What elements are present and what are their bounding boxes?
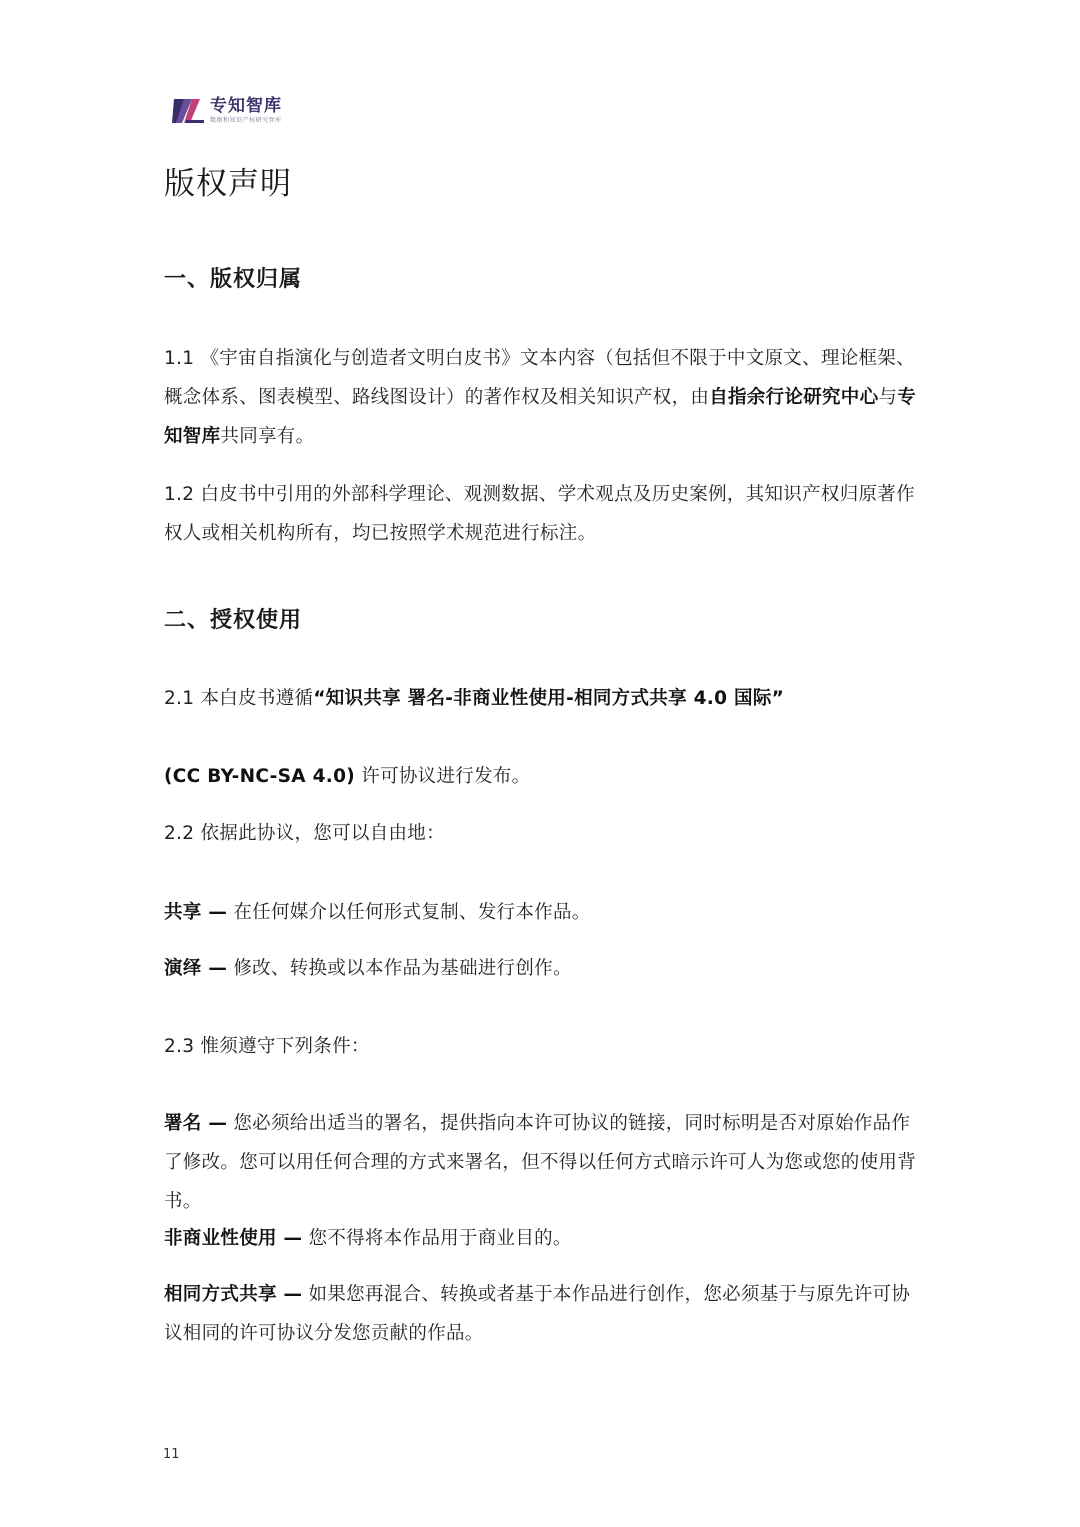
license-item-share: 共享 — 在任何媒介以任何形式复制、发行本作品。 bbox=[164, 902, 591, 923]
paragraph-2-3: 2.3 惟须遵守下列条件： bbox=[164, 1036, 370, 1057]
condition-sharealike: 相同方式共享 — 如果您再混合、转换或者基于本作品进行创作，您必须基于与原先许可协议相同的许可协议分发您贡献的作品。 bbox=[164, 1284, 911, 1344]
section-heading-copyright-ownership: 一、版权归属 bbox=[164, 267, 303, 292]
logo-name: 专知智库 bbox=[210, 96, 282, 116]
paragraph-2-2: 2.2 依据此协议，您可以自由地： bbox=[164, 823, 445, 844]
logo-subtitle: 数据和知识产权研究智库 bbox=[210, 117, 282, 124]
paragraph-2-1: 2.1 本白皮书遵循“知识共享 署名-非商业性使用-相同方式共享 4.0 国际” (CC BY-NC-SA 4.0) 许可协议进行发布。 bbox=[164, 688, 785, 787]
paragraph-1-1: 1.1 《宇宙自指演化与创造者文明白皮书》文本内容（包括但不限于中文原文、理论框架、概念体系、图表模型、路线图设计）的著作权及相关知识产权，由自指余行论研究中心与专知智库共同享有。 bbox=[164, 348, 917, 447]
section-heading-authorized-use: 二、授权使用 bbox=[164, 608, 303, 633]
condition-attribution: 署名 — 您必须给出适当的署名，提供指向本许可协议的链接，同时标明是否对原始作品作了修改。您可以用任何合理的方式来署名，但不得以任何方式暗示许可人为您或您的使用背书。 bbox=[164, 1113, 917, 1212]
logo bbox=[172, 96, 282, 126]
logo-mark-icon bbox=[172, 96, 206, 126]
paragraph-1-2: 1.2 白皮书中引用的外部科学理论、观测数据、学术观点及历史案例，其知识产权归原著作权人或相关机构所有，均已按照学术规范进行标注。 bbox=[164, 484, 915, 544]
page-title: 版权声明 bbox=[164, 166, 292, 202]
page-number: 11 bbox=[163, 1447, 180, 1462]
condition-noncommercial: 非商业性使用 — 您不得将本作品用于商业目的。 bbox=[164, 1228, 572, 1249]
license-item-adapt: 演绎 — 修改、转换或以本作品为基础进行创作。 bbox=[164, 958, 572, 979]
